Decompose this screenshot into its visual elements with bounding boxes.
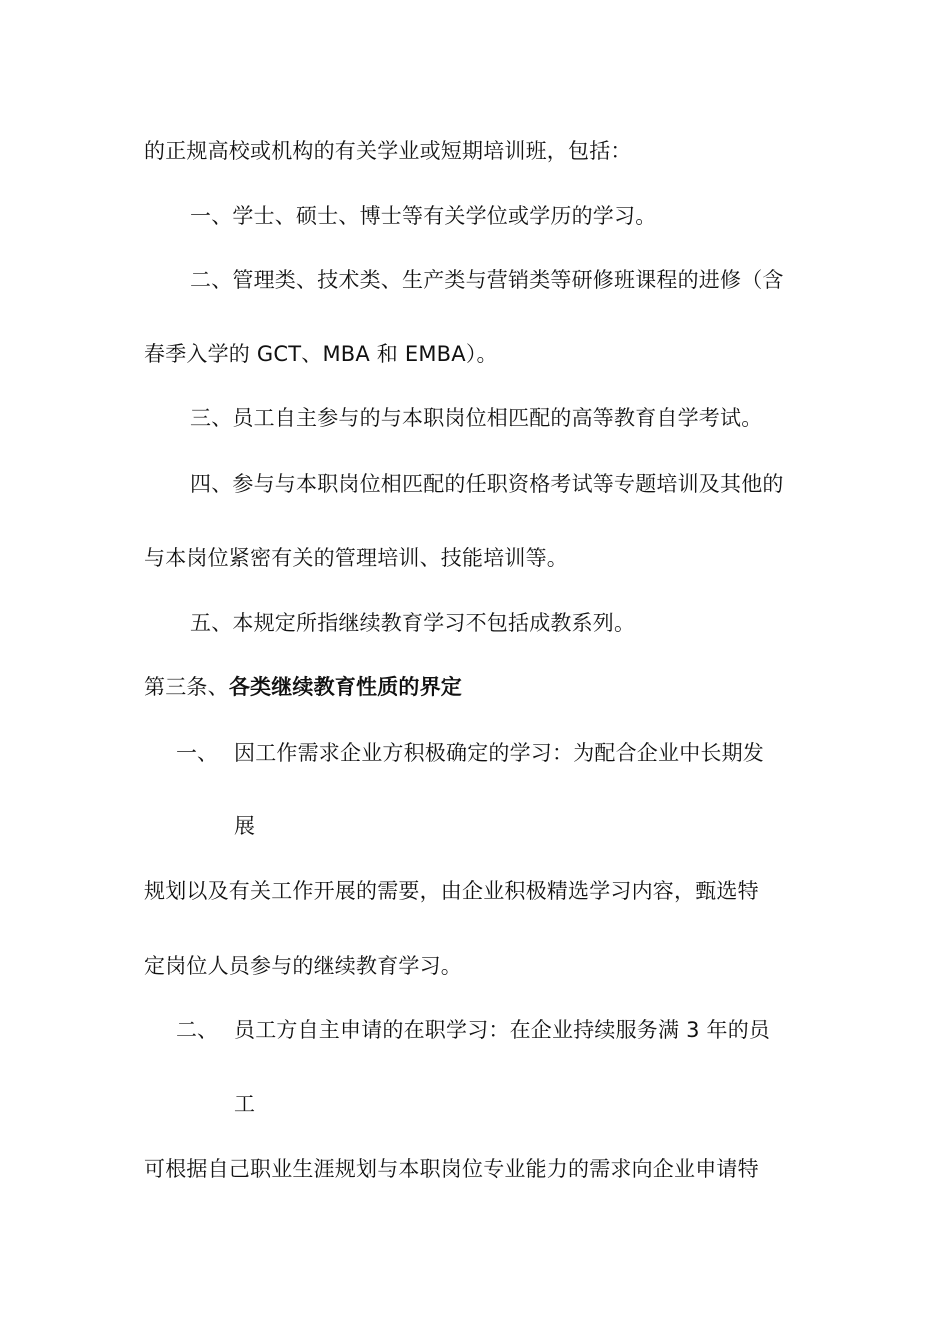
paragraph-line: 的正规高校或机构的有关学业或短期培训班，包括： bbox=[144, 139, 632, 163]
list-item-1: 一、学士、硕士、博士等有关学位或学历的学习。 bbox=[190, 204, 657, 228]
item2-text: 员工方自主申请的在职学习：在企业持续服务满 3 年的员 bbox=[234, 1018, 771, 1042]
item1-wrap: 展 bbox=[234, 814, 256, 838]
item2-number: 二、 bbox=[176, 1018, 218, 1042]
article-prefix: 第三条、 bbox=[144, 675, 229, 699]
list-item-4-continuation: 与本岗位紧密有关的管理培训、技能培训等。 bbox=[144, 546, 568, 570]
article-title: 各类继续教育性质的界定 bbox=[228, 675, 463, 699]
item1-continuation-2: 定岗位人员参与的继续教育学习。 bbox=[144, 954, 462, 978]
list-item-2: 二、管理类、技术类、生产类与营销类等研修班课程的进修（含 bbox=[190, 268, 784, 292]
item1-continuation: 规划以及有关工作开展的需要，由企业积极精选学习内容，甄选特 bbox=[144, 879, 759, 903]
list-item-3: 三、员工自主参与的与本职岗位相匹配的高等教育自学考试。 bbox=[190, 406, 763, 430]
list-item-2-continuation: 春季入学的 GCT、MBA 和 EMBA）。 bbox=[144, 342, 498, 366]
item2-continuation: 可根据自己职业生涯规划与本职岗位专业能力的需求向企业申请特 bbox=[144, 1157, 759, 1181]
item2-wrap: 工 bbox=[234, 1092, 256, 1116]
list-item-5: 五、本规定所指继续教育学习不包括成教系列。 bbox=[190, 611, 636, 635]
item1-number: 一、 bbox=[176, 741, 218, 765]
item1-text: 因工作需求企业方积极确定的学习：为配合企业中长期发 bbox=[234, 741, 764, 765]
article-heading bbox=[144, 673, 462, 701]
list-item-4: 四、参与与本职岗位相匹配的任职资格考试等专题培训及其他的 bbox=[190, 472, 784, 496]
